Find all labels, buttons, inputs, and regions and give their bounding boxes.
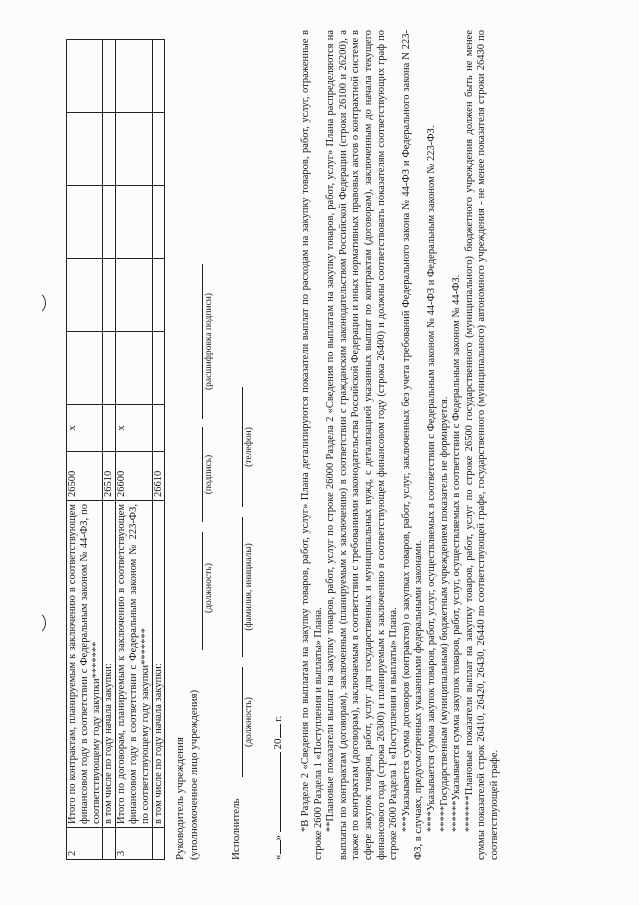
caption-signature: (подпись) <box>204 454 214 495</box>
date-year: 20 <box>272 738 284 750</box>
footnote-3: ***Указывается сумма договоров (контрактов) о закупках товаров, работ, услуг, заключенных без учета требований Федерального закона № 44-ФЗ и Федерального закона N 223-ФЗ, в случаях, предусмотренных указанными федеральными законами. <box>400 30 425 860</box>
row-description: в том числе по году начала закупки: <box>103 501 116 828</box>
date-line <box>272 716 285 860</box>
executor-label: Исполнитель <box>230 798 242 860</box>
empty-cell <box>116 186 152 259</box>
payments-table <box>66 39 165 860</box>
footnote-7: *******Плановые показатели выплат на закупку товаров, работ, услуг по строке 26500 государственного (муниципального) бюджетного учреждения должен быть не менее суммы показателей строк 26410, 26420, 26430, 26440 по соответствующей графе, государственного (муниципального) автономного учреждения - не менее показателя строки 26430 по соответствующей графе. <box>463 30 500 860</box>
row-mark: x <box>67 405 103 452</box>
empty-cell <box>116 259 152 332</box>
row-mark: x <box>116 405 152 452</box>
footnote-1: *В Разделе 2 «Сведения по выплатам на закупку товаров, работ, услуг» Плана детализируются показатели выплат по расходам на закупку товаров, работ, услуг, отраженные в строке 2600 Раздела 1 «Поступления и выплаты» Плана. <box>300 30 324 860</box>
date-open-quote: « <box>272 854 284 860</box>
empty-cell <box>152 186 165 259</box>
empty-cell <box>116 113 152 186</box>
footnote-4: ****Указывается сумма закупок товаров, работ, услуг, осуществляемых в соответствии с Федеральным законом № 44-ФЗ и Федеральным законом № 223-ФЗ. <box>425 125 437 832</box>
empty-cell <box>103 113 116 186</box>
row-description: в том числе по году начала закупки: <box>152 501 165 828</box>
executor-fio-line <box>242 517 243 657</box>
binding-hole-mark <box>22 291 46 315</box>
empty-cell <box>152 332 165 405</box>
empty-cell <box>152 113 165 186</box>
empty-cell <box>67 113 103 186</box>
date-close-quote: » <box>272 835 284 841</box>
row-number <box>103 828 116 860</box>
head-position-line <box>202 532 203 650</box>
empty-cell <box>103 332 116 405</box>
caption-fio: (фамилия, инициалы) <box>244 543 254 631</box>
empty-cell <box>67 259 103 332</box>
empty-cell <box>116 40 152 113</box>
empty-cell <box>152 259 165 332</box>
table-row <box>103 40 116 860</box>
caption-decoding: (расшифровка подписи) <box>204 293 214 390</box>
row-description: Итого по договорам, планируемым к заключению в соответствующем финансовом году в соответствии с Федеральным законом № 223-ФЗ, по соответствующему году закупки******* <box>116 501 152 828</box>
date-suffix: г. <box>272 715 284 722</box>
row-code: 26500 <box>67 452 103 501</box>
row-mark <box>152 405 165 452</box>
empty-cell <box>116 332 152 405</box>
table-row <box>67 40 103 860</box>
empty-cell <box>152 40 165 113</box>
executor-position-line <box>242 667 243 777</box>
caption-phone: (телефон) <box>244 427 254 467</box>
row-description: Итого по контрактам, планируемым к заключению в соответствующем финансовом году в соответствии с Федеральным законом № 44-ФЗ, по соответствующему году закупки******* <box>67 501 103 828</box>
row-number <box>152 828 165 860</box>
row-code: 26600 <box>116 452 152 501</box>
row-number: 2 <box>67 828 103 860</box>
empty-cell <box>103 40 116 113</box>
footnote-5: *****Государственным (муниципальным) бюджетным учреждением показатель не формируется. <box>438 396 450 832</box>
empty-cell <box>67 186 103 259</box>
binding-hole-mark <box>22 611 46 635</box>
empty-cell <box>103 259 116 332</box>
executor-phone-line <box>242 387 243 507</box>
footnote-2: **Плановые показатели выплат на закупку товаров, работ, услуг по строке 26000 Раздела 2 «Сведения по выплатам на закупку товаров, работ, услуг» Плана распределяются на выплаты по контрактам (договорам), заключенным (планируемым к заключению) в соответствии с гражданским законодательством Российской Федерации (строки 26100 и 26200), а также по контрактам (договорам), заключаемым в соответствии с требованиями законодательства Российской Федерации и иных нормативных правовых актов о контрактной системе в сфере закупок товаров, работ, услуг для государственных и муниципальных нужд, с детализацией указанных выплат по контрактам (договорам), заключенным до начала текущего финансового года (строка 26300) и планируемым к заключению в соответствующем финансовом году (строка 26400) и должны соответствовать показателям соответствующих граф по строке 2600 Раздела 1 «Поступления и выплаты» Плана. <box>325 30 400 860</box>
head-signature-line <box>202 427 203 522</box>
row-mark <box>103 405 116 452</box>
caption-position: (должность) <box>244 697 254 747</box>
table-row <box>152 40 165 860</box>
caption-position: (должность) <box>204 563 214 613</box>
head-decoding-line <box>202 264 203 419</box>
head-sublabel: (уполномоченное лицо учреждения) <box>188 689 200 860</box>
head-label: Руководитель учреждения <box>174 737 186 860</box>
row-code: 26510 <box>103 452 116 501</box>
empty-cell <box>67 40 103 113</box>
empty-cell <box>103 186 116 259</box>
row-code: 26610 <box>152 452 165 501</box>
footnote-6: ******Указывается сумма закупок товаров, работ, услуг, осуществляемых в соответствии с Федеральным законом № 44-ФЗ. <box>451 274 463 832</box>
table-row <box>116 40 152 860</box>
row-number: 3 <box>116 828 152 860</box>
footnotes <box>300 30 502 860</box>
empty-cell <box>67 332 103 405</box>
